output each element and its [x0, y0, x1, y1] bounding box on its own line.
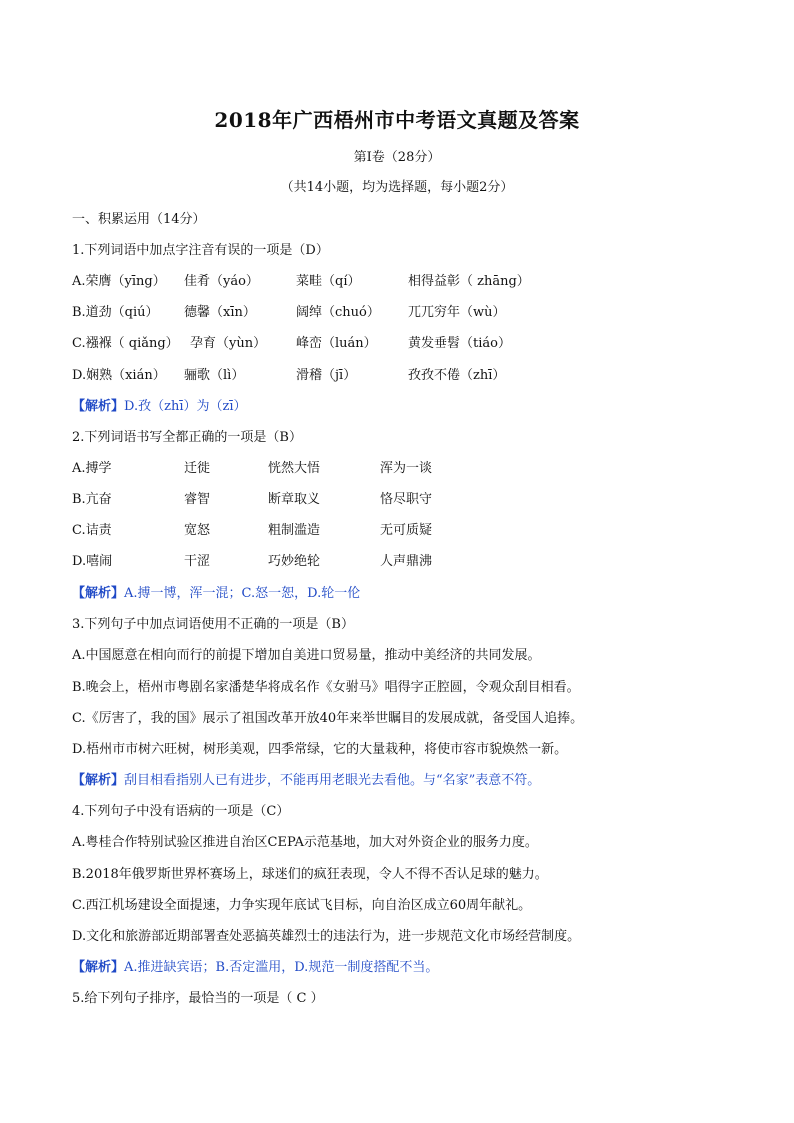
paper-section-note: （共14小题，均为选择题，每小题2分）	[280, 180, 514, 195]
analysis-tag: 【解析】	[72, 773, 125, 788]
analysis-text: A.搏一博，浑一混；C.怒一恕，D.轮一伦	[124, 586, 361, 601]
question-2-stem: 2.下列词语书写全都正确的一项是（B）	[72, 430, 302, 445]
analysis-text: 刮目相看指别人已有进步，不能再用老眼光去看他。与“名家”表意不符。	[124, 773, 541, 788]
question-3-option-a: A.中国愿意在相向而行的前提下增加自美进口贸易量，推动中美经济的共同发展。	[72, 648, 541, 663]
question-4-option-a: A.粤桂合作特别试验区推进自治区CEPA示范基地，加大对外资企业的服务力度。	[72, 835, 538, 850]
question-3-stem: 3.下列句子中加点词语使用不正确的一项是（B）	[72, 617, 354, 632]
question-1-stem: 1.下列词语中加点字注音有误的一项是（D）	[72, 243, 329, 258]
question-3-option-b: B.晚会上，梧州市粤剧名家潘楚华将成名作《女驸马》唱得字正腔圆，令观众刮目相看。	[72, 680, 580, 695]
document-page: 2018年广西梧州市中考语文真题及答案 第Ⅰ卷（28分） （共14小题，均为选择题，每小题2分） 一、积累运用（14分） 1.下列词语中加点字注音有误的一项是（D） A.荣膺（yīng） 佳肴（yáo） 菜畦（qí） 相得益彰（ zhāng） B.道劲（qiú） 德馨（xīn） 阔绰（chuó） 兀兀穷年（wù） C.襁褓（ qiǎng） 孕育（yùn） 峰峦（luán） 黄发垂髫（tiáo） D.娴熟（xián） 骊歌（lì） 滑稽（jī） 孜孜不倦（zhī） 【解析】D.孜（zhī）为（zī） 2.下列词语书写全都正确的一项是（B） A.搏学 迁徙 恍然大悟 浑为一谈 B.亢奋 睿智 断章取义 恪尽职守 C.诘责 宽怒 粗制滥造 无可质疑 D.嘻闹 干涩 巧妙绝轮 人声鼎沸 【解析】A.搏一博，浑一混；C.怒一恕，D.轮一伦 3.下列句子中加点词语使用不正确的一项是（B） A.中国愿意在相向而行的前提下增加自美进口贸易量，推动中美经济的共同发展。 B.晚会上，梧州市粤剧名家潘楚华将成名作《女驸马》唱得字正腔圆，令观众刮目相看。 C.《厉害了，我的国》展示了祖国改革开放40年来举世瞩目的发展成就，备受国人追捧。 D.梧州市市树六旺树，树形美观，四季常绿，它的大量栽种，将使市容市貌焕然一新。 【解析】刮目相看指别人已有进步，不能再用老眼光去看他。与“名家”表意不符。 4.下列句子中没有语病的一项是（C） A.粤桂合作特别试验区推进自治区CEPA示范基地，加大对外资企业的服务力度。 B.2018年俄罗斯世界杯赛场上，球迷们的疯狂表现，令人不得不否认足球的魅力。 C.西江机场建设全面提速，力争实现年底试飞目标，向自治区成立60周年献礼。 D.文化和旅游部近期部署查处恶搞英雄烈士的违法行为，进一步规范文化市场经营制度。 【解析】A.推进缺宾语；B.否定滥用，D.规范一制度搭配不当。 5.给下列句子排序，最恰当的一项是（ C ）	[0, 0, 794, 1123]
analysis-text: A.推进缺宾语；B.否定滥用，D.规范一制度搭配不当。	[124, 960, 439, 975]
analysis-tag: 【解析】	[72, 399, 125, 414]
section-heading: 一、积累运用（14分）	[72, 212, 206, 227]
analysis-text: D.孜（zhī）为（zī）	[124, 399, 247, 414]
question-4-analysis	[72, 956, 438, 975]
question-4-option-b: B.2018年俄罗斯世界杯赛场上，球迷们的疯狂表现，令人不得不否认足球的魅力。	[72, 867, 548, 882]
question-3-analysis	[72, 769, 540, 788]
question-2-analysis	[72, 582, 360, 601]
question-4-option-d: D.文化和旅游部近期部署查处恶搞英雄烈士的违法行为，进一步规范文化市场经营制度。	[72, 929, 581, 944]
question-4-stem: 4.下列句子中没有语病的一项是（C）	[72, 804, 290, 819]
question-4-option-c: C.西江机场建设全面提速，力争实现年底试飞目标，向自治区成立60周年献礼。	[72, 898, 532, 913]
document-title: 2018年广西梧州市中考语文真题及答案	[214, 108, 580, 132]
paper-section-heading: 第Ⅰ卷（28分）	[353, 150, 441, 165]
question-3-option-c: C.《厉害了，我的国》展示了祖国改革开放40年来举世瞩目的发展成就，备受国人追捧。	[72, 711, 584, 726]
analysis-tag: 【解析】	[72, 960, 125, 975]
question-3-option-d: D.梧州市市树六旺树，树形美观，四季常绿，它的大量栽种，将使市容市貌焕然一新。	[72, 742, 568, 757]
question-5-stem: 5.给下列句子排序，最恰当的一项是（ C ）	[72, 991, 324, 1006]
analysis-tag: 【解析】	[72, 586, 125, 601]
question-1-analysis	[72, 395, 247, 414]
